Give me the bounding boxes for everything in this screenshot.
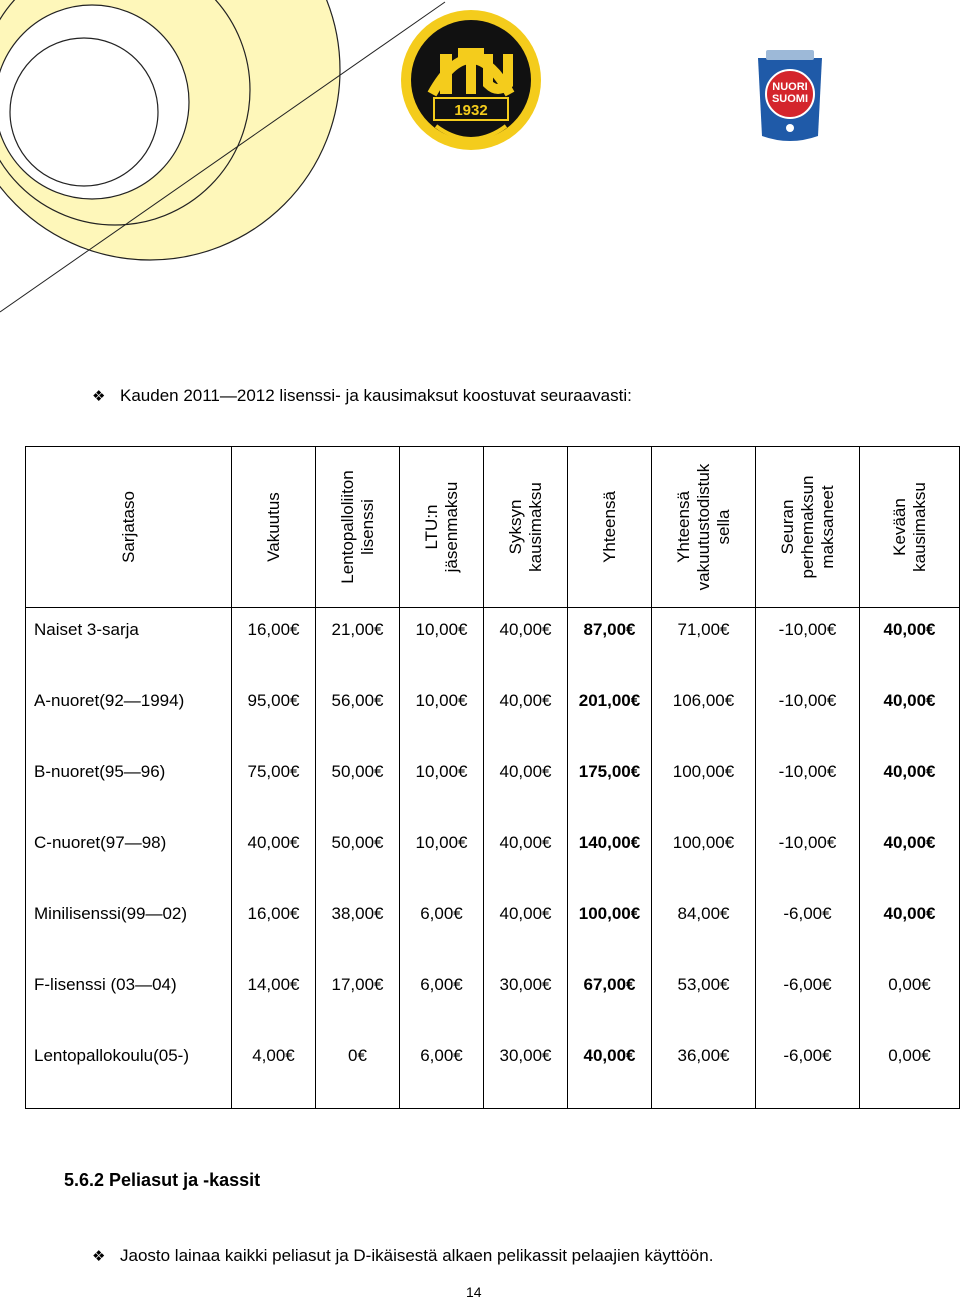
table-cell: 10,00€ xyxy=(415,833,468,852)
table-cell: 40,00€ xyxy=(499,833,552,852)
decorative-corner-graphic xyxy=(0,0,460,340)
table-cell: -10,00€ xyxy=(778,762,837,781)
header-sarjataso xyxy=(26,447,232,608)
table-cell: -6,00€ xyxy=(783,904,832,923)
table-cell: 40,00€ xyxy=(883,620,936,639)
table-cell: 40,00€ xyxy=(883,762,936,781)
table-cell: 36,00€ xyxy=(677,1046,730,1065)
table-cell: 40,00€ xyxy=(499,691,552,710)
section-title: 5.6.2 Peliasut ja -kassit xyxy=(64,1170,261,1190)
column-yhteensa xyxy=(568,608,652,1109)
table-cell: 40,00€ xyxy=(499,762,552,781)
table-cell: 30,00€ xyxy=(499,1046,552,1065)
table-cell: 53,00€ xyxy=(677,975,730,994)
table-cell: A-nuoret(92—1994) xyxy=(34,691,185,710)
column-lisenssi xyxy=(316,608,400,1109)
table-cell: 16,00€ xyxy=(247,904,300,923)
nuori-suomi-label-1: NUORI xyxy=(772,81,808,93)
table-cell: 100,00€ xyxy=(672,762,735,781)
table-cell: 0€ xyxy=(348,1046,367,1065)
table-cell: 106,00€ xyxy=(672,691,735,710)
table-cell: 6,00€ xyxy=(420,904,463,923)
column-seuran-perhemaksu xyxy=(756,608,860,1109)
table-cell: 40,00€ xyxy=(499,620,552,639)
ltu-logo xyxy=(400,2,542,157)
table-cell: 21,00€ xyxy=(331,620,384,639)
table-cell: 100,00€ xyxy=(672,833,735,852)
column-kevaan-kausimaksu xyxy=(860,608,960,1109)
header-label: Yhteensä vakuutustodistuk sella xyxy=(673,463,733,591)
page-number: 14 xyxy=(466,1284,482,1300)
header-vakuutus xyxy=(232,447,316,608)
table-cell: -10,00€ xyxy=(778,691,837,710)
intro-bullet xyxy=(92,386,632,406)
header-label: Syksyn kausimaksu xyxy=(505,482,545,572)
diamond-bullet-icon: ❖ xyxy=(92,1248,106,1265)
table-cell: -10,00€ xyxy=(778,833,837,852)
column-yhteensa-vakuutustodistuksella xyxy=(652,608,756,1109)
nuori-suomi-logo xyxy=(752,48,828,148)
diamond-bullet-icon: ❖ xyxy=(92,388,106,405)
column-sarjataso xyxy=(26,608,232,1109)
table-cell: Minilisenssi(99—02) xyxy=(34,904,188,923)
table-cell: 100,00€ xyxy=(578,904,641,923)
table-cell: 6,00€ xyxy=(420,1046,463,1065)
table-cell: 56,00€ xyxy=(331,691,384,710)
table-cell: F-lisenssi (03—04) xyxy=(34,975,177,994)
header-label: Sarjataso xyxy=(118,491,138,563)
header-seuran-perhemaksu xyxy=(756,447,860,608)
table-cell: 75,00€ xyxy=(247,762,300,781)
table-cell: -10,00€ xyxy=(778,620,837,639)
table-cell: 40,00€ xyxy=(883,691,936,710)
table-cell: 87,00€ xyxy=(583,620,636,639)
table-cell: 40,00€ xyxy=(883,833,936,852)
header-lisenssi xyxy=(316,447,400,608)
header-syksyn-kausimaksu xyxy=(484,447,568,608)
header-kevaan-kausimaksu xyxy=(860,447,960,608)
table-cell: 50,00€ xyxy=(331,762,384,781)
table-cell: -6,00€ xyxy=(783,975,832,994)
table-cell: 17,00€ xyxy=(331,975,384,994)
table-cell: 10,00€ xyxy=(415,620,468,639)
table-cell: 67,00€ xyxy=(583,975,636,994)
header-label: Seuran perhemaksun maksaneet xyxy=(777,475,837,579)
table-cell: 40,00€ xyxy=(883,904,936,923)
header-yhteensa-vakuutustodistuksella xyxy=(652,447,756,608)
header-label: Vakuutus xyxy=(263,492,283,562)
table-cell: -6,00€ xyxy=(783,1046,832,1065)
header-label: Lentopalloliiton lisenssi xyxy=(337,470,377,584)
header-label: Kevään kausimaksu xyxy=(889,482,929,572)
table-cell: 175,00€ xyxy=(578,762,641,781)
table-cell: 201,00€ xyxy=(578,691,641,710)
table-cell: 71,00€ xyxy=(677,620,730,639)
table-cell: 38,00€ xyxy=(331,904,384,923)
table-cell: 6,00€ xyxy=(420,975,463,994)
column-jasenmaksu xyxy=(400,608,484,1109)
table-cell: Naiset 3-sarja xyxy=(34,620,139,639)
table-cell: Lentopallokoulu(05-) xyxy=(34,1046,189,1065)
header-jasenmaksu xyxy=(400,447,484,608)
table-cell: 40,00€ xyxy=(499,904,552,923)
table-cell: 16,00€ xyxy=(247,620,300,639)
table-cell: 30,00€ xyxy=(499,975,552,994)
column-vakuutus xyxy=(232,608,316,1109)
section-bullet xyxy=(92,1246,713,1266)
ltu-logo-year: 1932 xyxy=(454,102,488,119)
table-cell: 84,00€ xyxy=(677,904,730,923)
table-cell: 40,00€ xyxy=(583,1046,636,1065)
section-bullet-text: Jaosto lainaa kaikki peliasut ja D-ikäisestä alkaen pelikassit pelaajien käyttöön. xyxy=(120,1246,714,1265)
table-cell: 40,00€ xyxy=(247,833,300,852)
table-cell: B-nuoret(95—96) xyxy=(34,762,166,781)
table-cell: 0,00€ xyxy=(888,975,931,994)
column-syksyn-kausimaksu xyxy=(484,608,568,1109)
table-cell: 95,00€ xyxy=(247,691,300,710)
table-cell: 4,00€ xyxy=(252,1046,295,1065)
table-cell: 14,00€ xyxy=(247,975,300,994)
intro-text: Kauden 2011—2012 lisenssi- ja kausimaksut koostuvat seuraavasti: xyxy=(120,386,632,405)
table-cell: 10,00€ xyxy=(415,691,468,710)
table-cell: 140,00€ xyxy=(578,833,641,852)
fee-table xyxy=(25,446,960,1109)
table-cell: 10,00€ xyxy=(415,762,468,781)
table-cell: C-nuoret(97—98) xyxy=(34,833,167,852)
header-label: LTU:n jäsenmaksu xyxy=(421,481,461,573)
header-label: Yhteensä xyxy=(599,491,619,563)
header-yhteensa xyxy=(568,447,652,608)
nuori-suomi-label-2: SUOMI xyxy=(771,93,809,105)
table-cell: 50,00€ xyxy=(331,833,384,852)
table-cell: 0,00€ xyxy=(888,1046,931,1065)
